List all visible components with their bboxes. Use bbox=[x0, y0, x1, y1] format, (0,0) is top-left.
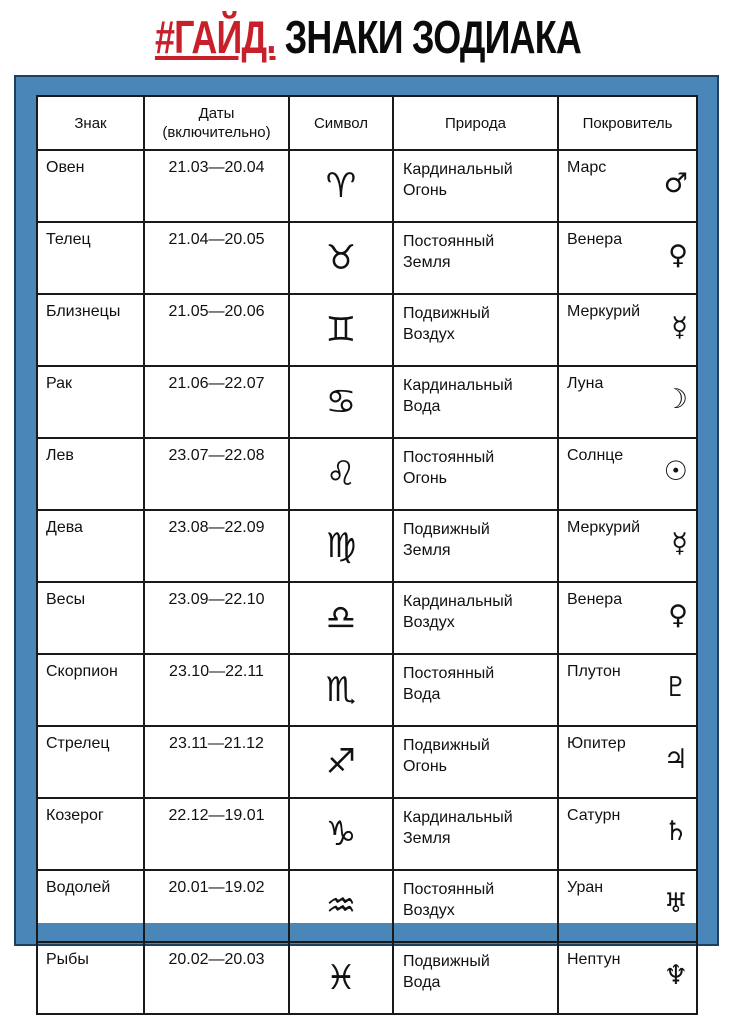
nature-cell bbox=[393, 294, 558, 366]
nature-cell bbox=[393, 366, 558, 438]
nature-element: Воздух bbox=[403, 326, 455, 343]
symbol-cell bbox=[289, 798, 393, 870]
nature-element: Вода bbox=[403, 398, 441, 415]
dates-cell bbox=[144, 438, 289, 510]
table-row bbox=[37, 798, 697, 870]
sign-name: Водолей bbox=[46, 879, 111, 896]
nature-quality: Кардинальный bbox=[403, 593, 513, 610]
symbol-cell bbox=[289, 366, 393, 438]
sign-cell bbox=[37, 870, 144, 942]
nature-quality: Подвижный bbox=[403, 521, 490, 538]
moon-icon: ☽ bbox=[663, 384, 688, 415]
nature-quality: Подвижный bbox=[403, 953, 490, 970]
date-range: 22.12—19.01 bbox=[168, 807, 265, 824]
scorpio-icon: ♏ bbox=[325, 670, 357, 710]
sign-name: Телец bbox=[46, 231, 91, 248]
nature-element: Вода bbox=[403, 686, 441, 703]
virgo-icon: ♍ bbox=[325, 526, 357, 566]
ruler-name: Меркурий bbox=[567, 519, 641, 536]
sign-name: Дева bbox=[46, 519, 83, 536]
ruler-cell bbox=[558, 366, 697, 438]
zodiac-table bbox=[36, 95, 698, 1015]
nature-element: Земля bbox=[403, 254, 451, 271]
sign-name: Козерог bbox=[46, 807, 104, 824]
ruler-name: Нептун bbox=[567, 951, 621, 968]
header-sign: Знак bbox=[37, 96, 144, 150]
nature-quality: Подвижный bbox=[403, 737, 490, 754]
venus-icon: ♀ bbox=[668, 240, 688, 271]
sign-name: Скорпион bbox=[46, 663, 118, 680]
ruler-cell bbox=[558, 798, 697, 870]
header-nature: Природа bbox=[393, 96, 558, 150]
pisces-icon: ♓ bbox=[325, 958, 357, 998]
nature-cell bbox=[393, 798, 558, 870]
uranus-icon: ♅ bbox=[663, 888, 688, 919]
sign-cell bbox=[37, 798, 144, 870]
nature-cell bbox=[393, 510, 558, 582]
nature-cell bbox=[393, 654, 558, 726]
libra-icon: ♎ bbox=[325, 598, 357, 638]
nature-quality: Кардинальный bbox=[403, 377, 513, 394]
sign-name: Рак bbox=[46, 375, 73, 392]
neptune-icon: ♆ bbox=[663, 960, 688, 991]
table-row bbox=[37, 726, 697, 798]
nature-quality: Постоянный bbox=[403, 665, 495, 682]
venus-icon: ♀ bbox=[668, 600, 688, 631]
date-range: 20.01—19.02 bbox=[168, 879, 265, 896]
symbol-cell bbox=[289, 582, 393, 654]
table-row bbox=[37, 870, 697, 942]
table-row bbox=[37, 366, 697, 438]
nature-cell bbox=[393, 438, 558, 510]
nature-element: Земля bbox=[403, 830, 451, 847]
ruler-cell bbox=[558, 294, 697, 366]
header-symbol: Символ bbox=[289, 96, 393, 150]
ruler-name: Марс bbox=[567, 159, 607, 176]
aquarius-icon: ♒ bbox=[325, 886, 357, 926]
ruler-cell bbox=[558, 510, 697, 582]
ruler-cell bbox=[558, 582, 697, 654]
symbol-cell bbox=[289, 438, 393, 510]
header-dates-line1: Даты bbox=[198, 105, 235, 122]
nature-element: Огонь bbox=[403, 182, 447, 199]
sign-name: Лев bbox=[46, 447, 74, 464]
table-row bbox=[37, 294, 697, 366]
date-range: 21.05—20.06 bbox=[168, 303, 265, 320]
dates-cell bbox=[144, 582, 289, 654]
date-range: 23.10—22.11 bbox=[169, 663, 264, 680]
table-header-row bbox=[37, 96, 697, 150]
mercury-icon: ☿ bbox=[671, 312, 688, 343]
nature-quality: Кардинальный bbox=[403, 809, 513, 826]
date-range: 23.08—22.09 bbox=[168, 519, 265, 536]
nature-quality: Постоянный bbox=[403, 233, 495, 250]
dates-cell bbox=[144, 222, 289, 294]
page-title bbox=[81, 6, 655, 68]
header-dates bbox=[144, 96, 289, 150]
header-ruler: Покровитель bbox=[558, 96, 697, 150]
table-row bbox=[37, 222, 697, 294]
symbol-cell bbox=[289, 870, 393, 942]
ruler-name: Луна bbox=[567, 375, 604, 392]
dates-cell bbox=[144, 150, 289, 222]
header-dates-line2: (включительно) bbox=[162, 124, 271, 141]
symbol-cell bbox=[289, 726, 393, 798]
dates-cell bbox=[144, 366, 289, 438]
date-range: 20.02—20.03 bbox=[168, 951, 265, 968]
ruler-name: Сатурн bbox=[567, 807, 621, 824]
date-range: 21.03—20.04 bbox=[168, 159, 265, 176]
sign-cell bbox=[37, 942, 144, 1014]
title-hashtag: #ГАЙД. bbox=[154, 11, 276, 63]
saturn-icon: ♄ bbox=[663, 816, 688, 847]
ruler-cell bbox=[558, 726, 697, 798]
cancer-icon: ♋ bbox=[325, 382, 357, 422]
nature-cell bbox=[393, 582, 558, 654]
sign-cell bbox=[37, 438, 144, 510]
dates-cell bbox=[144, 870, 289, 942]
ruler-name: Плутон bbox=[567, 663, 621, 680]
sign-cell bbox=[37, 222, 144, 294]
ruler-name: Венера bbox=[567, 231, 623, 248]
gemini-icon: ♊ bbox=[325, 310, 357, 350]
table-row bbox=[37, 582, 697, 654]
aries-icon: ♈ bbox=[325, 166, 357, 206]
date-range: 23.09—22.10 bbox=[168, 591, 265, 608]
sign-cell bbox=[37, 654, 144, 726]
sign-cell bbox=[37, 726, 144, 798]
symbol-cell bbox=[289, 222, 393, 294]
sun-icon: ☉ bbox=[663, 456, 688, 487]
symbol-cell bbox=[289, 150, 393, 222]
ruler-name: Венера bbox=[567, 591, 623, 608]
nature-element: Воздух bbox=[403, 614, 455, 631]
nature-quality: Кардинальный bbox=[403, 161, 513, 178]
sagittarius-icon: ♐ bbox=[325, 742, 357, 782]
symbol-cell bbox=[289, 942, 393, 1014]
ruler-cell bbox=[558, 438, 697, 510]
nature-cell bbox=[393, 942, 558, 1014]
table-row bbox=[37, 150, 697, 222]
sign-name: Близнецы bbox=[46, 303, 121, 320]
blue-frame bbox=[14, 75, 719, 998]
dates-cell bbox=[144, 942, 289, 1014]
leo-icon: ♌ bbox=[325, 454, 357, 494]
sign-name: Стрелец bbox=[46, 735, 110, 752]
date-range: 21.04—20.05 bbox=[168, 231, 265, 248]
table-row bbox=[37, 654, 697, 726]
date-range: 23.07—22.08 bbox=[168, 447, 265, 464]
nature-element: Земля bbox=[403, 542, 451, 559]
ruler-name: Меркурий bbox=[567, 303, 641, 320]
mars-icon: ♂ bbox=[663, 168, 688, 199]
sign-cell bbox=[37, 366, 144, 438]
sign-cell bbox=[37, 510, 144, 582]
mercury-icon: ☿ bbox=[671, 528, 688, 559]
ruler-cell bbox=[558, 654, 697, 726]
nature-cell bbox=[393, 222, 558, 294]
nature-element: Огонь bbox=[403, 470, 447, 487]
dates-cell bbox=[144, 654, 289, 726]
nature-element: Вода bbox=[403, 974, 441, 991]
dates-cell bbox=[144, 510, 289, 582]
table-row bbox=[37, 510, 697, 582]
dates-cell bbox=[144, 726, 289, 798]
jupiter-icon: ♃ bbox=[663, 744, 688, 775]
ruler-cell bbox=[558, 222, 697, 294]
sign-cell bbox=[37, 150, 144, 222]
symbol-cell bbox=[289, 654, 393, 726]
nature-element: Воздух bbox=[403, 902, 455, 919]
nature-quality: Подвижный bbox=[403, 305, 490, 322]
date-range: 21.06—22.07 bbox=[168, 375, 265, 392]
sign-name: Овен bbox=[46, 159, 85, 176]
nature-cell bbox=[393, 726, 558, 798]
sign-cell bbox=[37, 582, 144, 654]
nature-quality: Постоянный bbox=[403, 449, 495, 466]
taurus-icon: ♉ bbox=[325, 238, 357, 278]
table-row bbox=[37, 942, 697, 1014]
ruler-name: Солнце bbox=[567, 447, 624, 464]
nature-element: Огонь bbox=[403, 758, 447, 775]
nature-cell bbox=[393, 870, 558, 942]
sign-name: Рыбы bbox=[46, 951, 89, 968]
sign-cell bbox=[37, 294, 144, 366]
ruler-cell bbox=[558, 150, 697, 222]
dates-cell bbox=[144, 294, 289, 366]
ruler-cell bbox=[558, 870, 697, 942]
symbol-cell bbox=[289, 294, 393, 366]
dates-cell bbox=[144, 798, 289, 870]
ruler-name: Юпитер bbox=[567, 735, 626, 752]
title-text: ЗНАКИ ЗОДИАКА bbox=[284, 11, 582, 63]
ruler-cell bbox=[558, 942, 697, 1014]
table-row bbox=[37, 438, 697, 510]
nature-quality: Постоянный bbox=[403, 881, 495, 898]
table-sheet bbox=[36, 95, 696, 998]
symbol-cell bbox=[289, 510, 393, 582]
capricorn-icon: ♑ bbox=[325, 814, 357, 854]
nature-cell bbox=[393, 150, 558, 222]
date-range: 23.11—21.12 bbox=[169, 735, 264, 752]
pluto-icon: ♇ bbox=[663, 672, 688, 703]
sign-name: Весы bbox=[46, 591, 86, 608]
ruler-name: Уран bbox=[567, 879, 604, 896]
